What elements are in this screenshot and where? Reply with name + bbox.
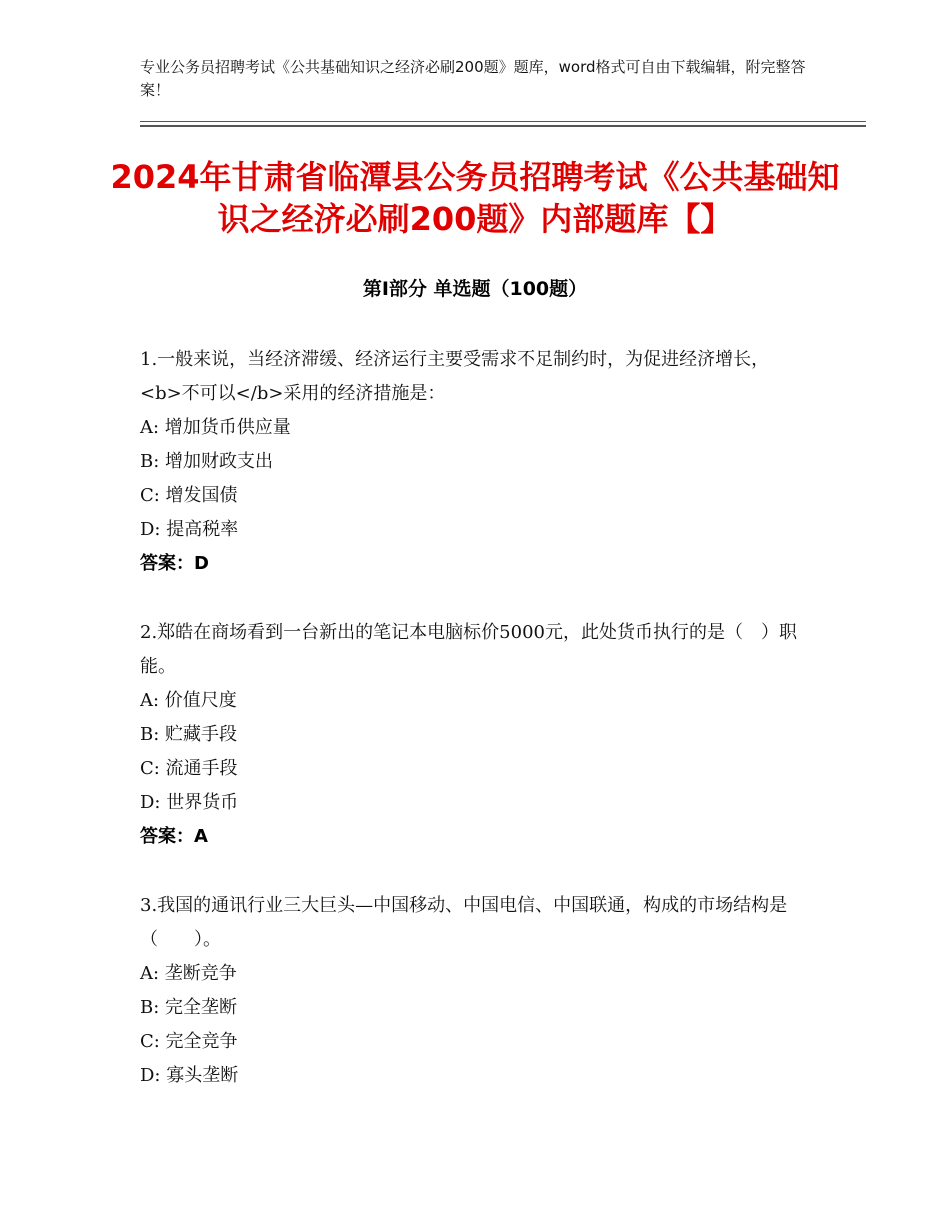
answer-line: 答案：D <box>140 553 209 574</box>
answer-line: 答案：A <box>140 826 208 847</box>
option-a: A: 增加货币供应量 <box>140 417 291 438</box>
option-a: A: 垄断竞争 <box>140 963 237 984</box>
option-b: B: 增加财政支出 <box>140 451 274 472</box>
question-list <box>140 343 810 1128</box>
question-1 <box>140 343 810 581</box>
page-header: 专业公务员招聘考试《公共基础知识之经济必刷200题》题库，word格式可自由下载编辑，附完整答案！ <box>140 58 806 99</box>
option-b: B: 完全垄断 <box>140 997 238 1018</box>
option-c: C: 完全竞争 <box>140 1031 238 1052</box>
option-c: C: 流通手段 <box>140 758 238 779</box>
document-title: 2024年甘肃省临潭县公务员招聘考试《公共基础知识之经济必刷200题》内部题库【】 <box>110 158 840 238</box>
question-stem: 1.一般来说，当经济滞缓、经济运行主要受需求不足制约时，为促进经济增长，<b>不可以</b>采用的经济措施是： <box>140 349 770 404</box>
option-a: A: 价值尺度 <box>140 690 237 711</box>
question-stem: 3.我国的通讯行业三大巨头—中国移动、中国电信、中国联通，构成的市场结构是（ ）。 <box>140 895 788 950</box>
option-d: D: 提高税率 <box>140 519 239 540</box>
option-b: B: 贮藏手段 <box>140 724 238 745</box>
question-3 <box>140 889 810 1093</box>
option-d: D: 世界货币 <box>140 792 239 813</box>
section-heading: 第I部分 单选题（100题） <box>362 278 588 300</box>
option-d: D: 寡头垄断 <box>140 1065 239 1086</box>
header-divider <box>140 121 866 123</box>
header-divider-thick <box>140 125 866 127</box>
question-2 <box>140 616 810 854</box>
question-stem: 2.郑皓在商场看到一台新出的笔记本电脑标价5000元，此处货币执行的是（ ）职能。 <box>140 622 797 677</box>
option-c: C: 增发国债 <box>140 485 238 506</box>
